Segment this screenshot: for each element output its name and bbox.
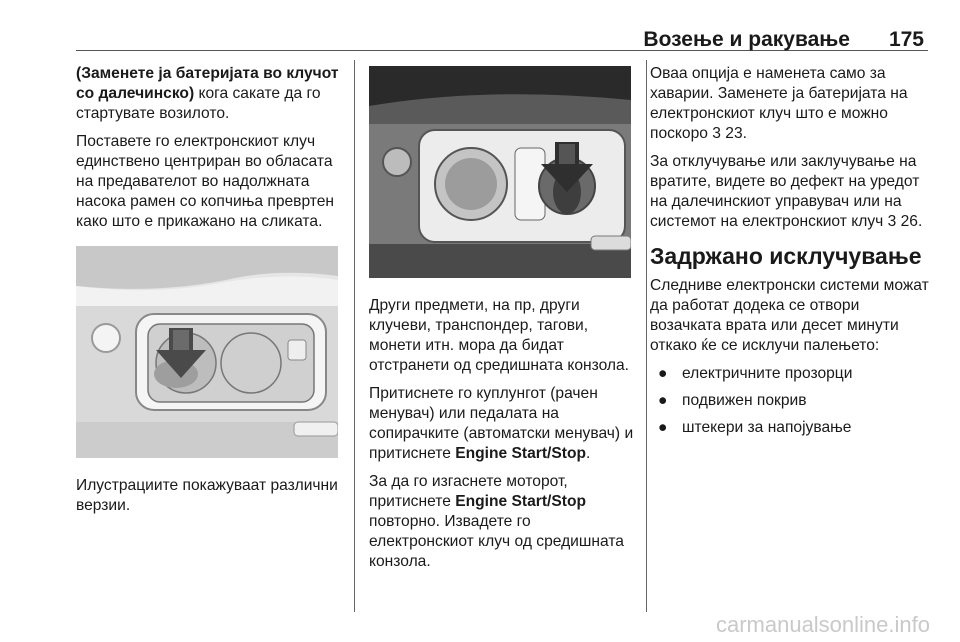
- text: Притиснете го куплунгот (рачен менувач) или педалата на сопирачките (автоматски менувач) и притиснете: [369, 385, 634, 462]
- paragraph: [650, 152, 932, 232]
- list-item: [650, 364, 932, 384]
- paragraph: [650, 64, 932, 144]
- text: За да го изгаснете моторот, притиснете: [369, 473, 568, 510]
- text: кога сакате да го стартувате возилото.: [76, 85, 321, 122]
- column-2: [369, 64, 635, 580]
- section-title: Возење и ракување: [643, 28, 850, 51]
- console-illustration-1: [76, 246, 338, 458]
- list-item: [650, 418, 932, 438]
- column-1: [76, 64, 342, 524]
- text: .: [742, 125, 747, 142]
- section-heading: Задржано исклучување: [650, 243, 922, 269]
- console-illustration-2: [369, 66, 631, 278]
- figure-caption: Илустрациите покажуваат различни верзии.: [76, 477, 338, 514]
- paragraph: Следниве електронски системи можат да работат додека се отвори возачката врата или десет минути откако ќе се исклучи палењето:: [650, 277, 929, 354]
- column-3: [650, 64, 932, 445]
- paragraph: Други предмети, на пр, други клучеви, транспондер, тагови, монети итн. мора да бидат отстранети од средишната конзола.: [369, 297, 630, 374]
- column-divider-1: [354, 60, 355, 612]
- page-header: [76, 28, 928, 51]
- page-reference: 3 26: [887, 213, 918, 230]
- text: повторно. Извадете го електронскиот клуч од средишната конзола.: [369, 513, 624, 570]
- list-item-text: електричните прозорци: [682, 365, 853, 382]
- bullet-icon: ●: [658, 419, 668, 436]
- list-item: [650, 391, 932, 411]
- bullet-icon: ●: [658, 365, 668, 382]
- watermark: carmanualsonline.info: [715, 612, 930, 637]
- text: За отклучување или заклучување на вратите, видете во дефект на уредот на далечинскиот управувач или на системот на електронскиот клуч: [650, 153, 920, 230]
- paragraph: Поставете го електронскиот клуч единствено центриран во обласата на предавателот во надолжната насока рамен со копчиња превртен како што е прикажано на сликата.: [76, 133, 335, 230]
- engine-start-stop-label: Engine Start/Stop: [455, 445, 587, 462]
- text: .: [917, 213, 923, 230]
- bullet-icon: ●: [658, 392, 668, 409]
- paragraph: [369, 384, 635, 464]
- paragraph: [369, 472, 635, 572]
- text: Оваа опција е наменета само за хаварии. Заменете ја батеријата на електронскиот клуч што е можно поскоро: [650, 65, 908, 142]
- page-number: 175: [888, 28, 924, 51]
- list-item-text: штекери за напојување: [682, 419, 852, 436]
- text: .: [586, 445, 591, 462]
- page-reference: 3 23: [712, 125, 743, 142]
- column-divider-2: [646, 60, 647, 612]
- engine-start-stop-label: Engine Start/Stop: [455, 493, 587, 510]
- bold-text: (Заменете ја батеријата во клучот со далечинско): [76, 65, 339, 102]
- bullet-list: [650, 364, 932, 438]
- list-item-text: подвижен покрив: [682, 392, 807, 409]
- paragraph: [76, 64, 342, 124]
